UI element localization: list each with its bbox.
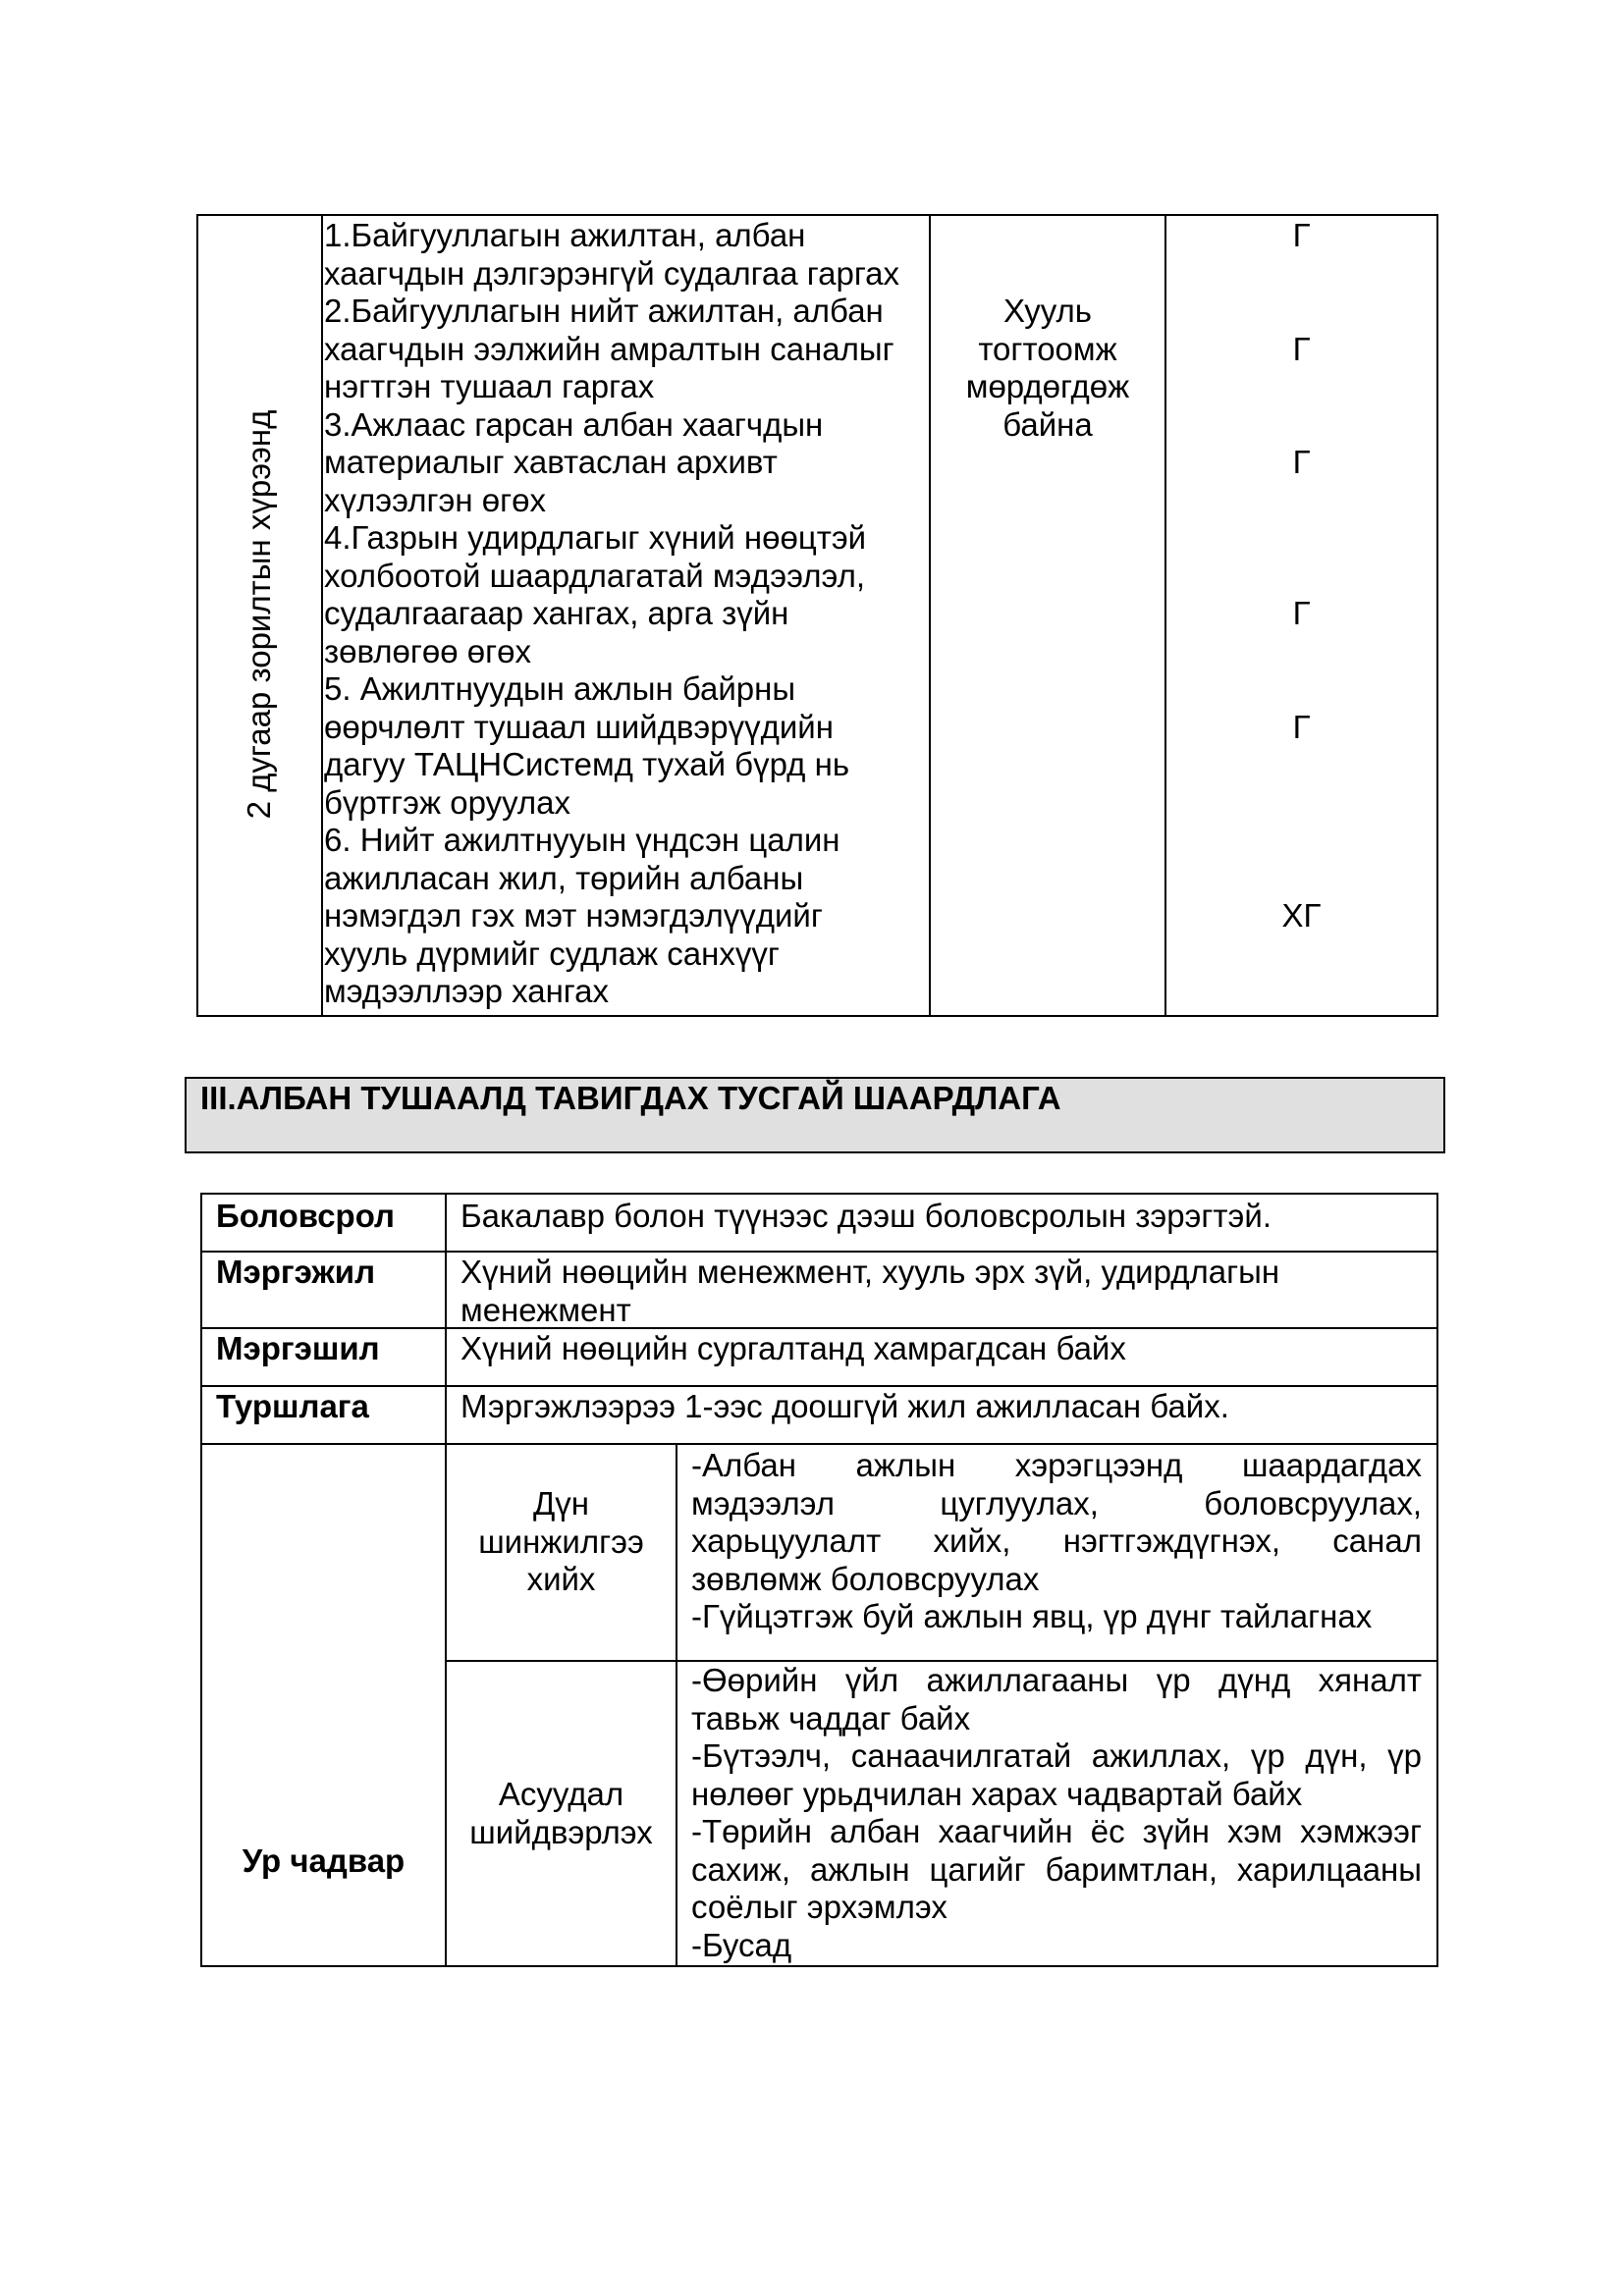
skill-group-name-line: шинжилгээ [478, 1522, 644, 1560]
task-line: дагуу ТАЦНСистемд тухай бүрд нь [324, 746, 850, 782]
task-line: 4.Газрын удирдлагыг хүний нөөцтэй [324, 519, 867, 556]
task-line: бүртгэж оруулах [324, 783, 570, 821]
skill-group-name-line: Асуудал [498, 1776, 624, 1812]
grade-mark: Г [1292, 595, 1311, 631]
skill-line: соёлыг эрхэмлэх [691, 1889, 947, 1925]
grade-mark: ХГ [1281, 897, 1322, 934]
skill-line: -Бүтээлч, санаачилгатай ажиллах, үр дүн, үр [691, 1737, 1422, 1774]
task-line: 6. Нийт ажилтнууын үндсэн цалин [324, 822, 840, 858]
profession-value: Хүний нөөцийн менежмент, хууль эрх зүй, удирдлагын [460, 1254, 1280, 1290]
skill-line: -Өөрийн үйл ажиллагааны үр дүнд хяналт [691, 1662, 1422, 1698]
skill-group-name-line: шийдвэрлэх [469, 1813, 653, 1850]
task-line: хаагчдын ээлжийн амралтын саналыг [324, 330, 894, 367]
skill-line: сахиж, ажлын цагийг баримтлан, харилцааны [691, 1850, 1422, 1888]
education-value: Бакалавр болон түүнээс дээш боловсролын зэрэгтэй. [460, 1198, 1272, 1234]
law-status-line: тогтоомж [978, 330, 1117, 367]
task-line: хууль дүрмийг судлаж санхүүг [324, 934, 780, 972]
grade-mark: Г [1292, 708, 1311, 745]
task-line: нэгтгэн тушаал гаргах [324, 368, 655, 404]
task-line: холбоотой шаардлагатай мэдээлэл, [324, 557, 866, 594]
qualification-value: Хүний нөөцийн сургалтанд хамрагдсан байх [460, 1330, 1126, 1366]
skill-line: харьцуулалт хийх, нэгтгэждүгнэх, санал [691, 1522, 1422, 1559]
grade-mark: Г [1292, 444, 1311, 480]
objective-side-label: 2 дугаар зорилтын хүрээнд [240, 409, 277, 820]
skill-line: -Гүйцэтгэж буй ажлын явц, үр дүнг тайлагнах [691, 1598, 1373, 1634]
skill-group-name-line: хийх [526, 1561, 596, 1597]
task-line: материалыг хавтаслан архивт [324, 444, 778, 480]
law-status-line: мөрдөгдөж [965, 368, 1130, 404]
task-line: 1.Байгууллагын ажилтан, албан [324, 217, 806, 253]
qualification-label: Мэргэшил [216, 1330, 380, 1366]
skill-line: -Бусад [691, 1926, 792, 1963]
task-line: хүлээлгэн өгөх [324, 481, 546, 518]
skill-line: -Албан ажлын хэрэгцээнд шаардагдах [691, 1447, 1422, 1483]
skill-line: мэдээлэл цуглуулах, боловсруулах, [691, 1484, 1422, 1522]
task-line: 3.Ажлаас гарсан албан хаагчдын [324, 405, 824, 443]
section-heading: III.АЛБАН ТУШААЛД ТАВИГДАХ ТУСГАЙ ШААРДЛАГА [200, 1080, 1061, 1116]
grade-mark: Г [1292, 330, 1311, 367]
task-line: мэдээллээр хангах [324, 973, 609, 1009]
skill-group-name-line: Дүн [532, 1485, 590, 1522]
law-status-line: Хууль [1002, 293, 1092, 329]
experience-label: Туршлага [216, 1388, 369, 1424]
task-line: өөрчлөлт тушаал шийдвэрүүдийн [324, 708, 834, 745]
task-line: нэмэгдэл гэх мэт нэмэгдэлүүдийг [324, 897, 823, 934]
task-line: ажилласан жил, төрийн албаны [324, 859, 804, 896]
law-status-line: байна [1002, 405, 1093, 443]
skill-line: -Төрийн албан хаагчийн ёс зүйн хэм хэмжээг [691, 1813, 1422, 1849]
grade-mark: Г [1292, 217, 1311, 253]
education-label: Боловсрол [216, 1198, 396, 1234]
task-line: хаагчдын дэлгэрэнгүй судалгаа гаргах [324, 254, 899, 292]
skill-line: тавьж чаддаг байх [691, 1699, 971, 1736]
profession-value: менежмент [460, 1291, 631, 1328]
skill-line: нөлөөг урьдчилан харах чадвартай байх [691, 1775, 1303, 1812]
task-line: 2.Байгууллагын нийт ажилтан, албан [324, 293, 884, 329]
skill-line: зөвлөмж боловсруулах [691, 1560, 1040, 1597]
task-line: 5. Ажилтнуудын ажлын байрны [324, 670, 796, 707]
task-line: зөвлөгөө өгөх [324, 632, 532, 669]
profession-label: Мэргэжил [216, 1254, 376, 1290]
task-line: судалгаагаар хангах, арга зүйн [324, 595, 789, 631]
experience-value: Мэргэжлээрээ 1-ээс доошгүй жил ажилласан байх. [460, 1388, 1229, 1424]
skills-label: Ур чадвар [242, 1842, 406, 1879]
